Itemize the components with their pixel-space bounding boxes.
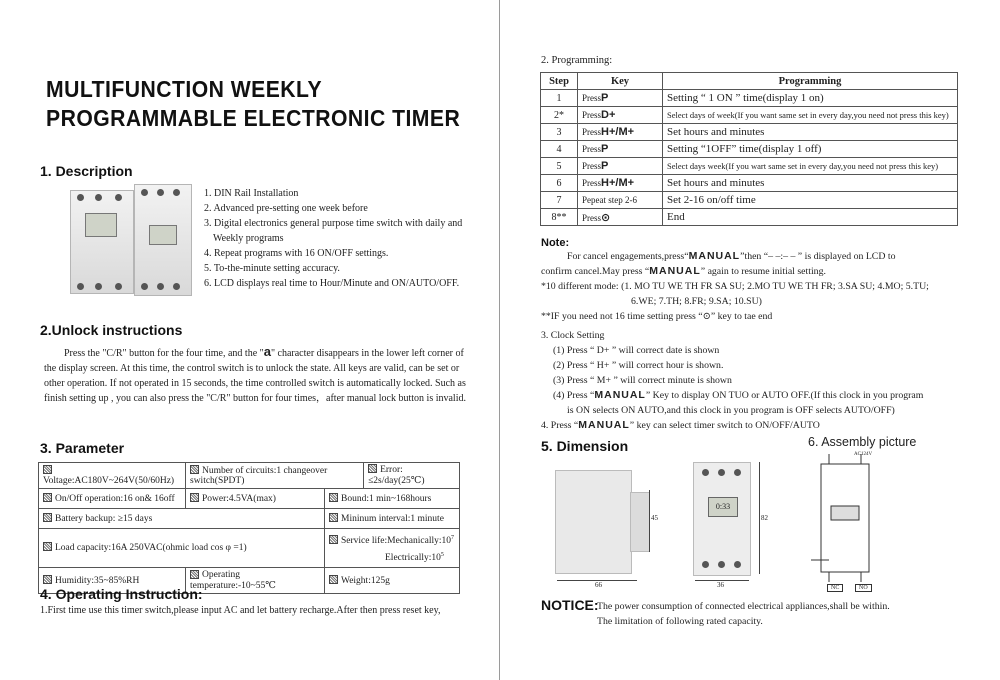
note-line-4: 6.WE; 7.TH; 8.FR; 9.SA; 10.SU) [631, 296, 762, 307]
description-list [204, 186, 484, 291]
clock-line-4: (4) Press “MANUAL” Key to display ON TUO or AUTO OFF.(If this clock in you program [553, 389, 924, 401]
device-side [134, 184, 192, 296]
param-load: Load capacity:16A 250VAC(ohmic load cos φ =1) [39, 529, 325, 568]
no-label: NO [855, 584, 872, 592]
operating-heading: 4. Operating Instruction: [40, 586, 203, 602]
table-row [541, 90, 958, 107]
assembly-heading: 6. Assembly picture [808, 435, 917, 449]
wiring-diagram [807, 450, 897, 590]
step-cell: 4 [541, 141, 578, 158]
lcd-display: 0:33 [708, 497, 738, 517]
dim-36: 36 [717, 581, 724, 589]
parameter-table [38, 462, 460, 594]
page-title [46, 75, 469, 133]
nc-label: NC [827, 584, 843, 592]
list-item: 6. LCD displays real time to Hour/Minute and ON/AUTO/OFF. [204, 278, 460, 289]
programming-cell: Setting “ 1 ON ” time(display 1 on) [663, 90, 958, 107]
param-weight: Weight:125g [325, 568, 460, 594]
step-cell: 6 [541, 175, 578, 192]
col-key: Key [578, 73, 663, 90]
key-cell: Pepeat step 2-6 [578, 192, 663, 209]
note-line-2: confirm cancel.May press “MANUAL” again to resume initial setting. [541, 265, 826, 277]
programming-cell: Setting “1OFF” time(display 1 off) [663, 141, 958, 158]
table-row [541, 175, 958, 192]
note-line-5: **IF you need not 16 time setting press “⊙” key to tae end [541, 311, 773, 322]
table-row [541, 158, 958, 175]
key-cell: PressP [578, 158, 663, 175]
list-item: 3. Digital electronics general purpose time switch with daily and [204, 218, 463, 229]
notice-line-2: The limitation of following rated capacity. [597, 616, 763, 627]
param-power: Power:4.5VA(max) [186, 489, 325, 509]
list-item: 4. Repeat programs with 16 ON/OFF settings. [204, 248, 389, 259]
table-row [541, 124, 958, 141]
unlock-text-rest: " character disappears in the lower left corner of the display screen. At this time, the control switch is to unlock the state. All keys are valid, can be set or other operation. If not operated in 15 seconds, the time controlled switch is automatically locked. Such as finish setting up , you can also press the "C/R" button for four times，after manual lock button is invalid. [44, 348, 466, 404]
param-onoff: On/Off operation:16 on& 16off [39, 489, 186, 509]
notice-text [597, 599, 890, 629]
title-line-2: PROGRAMMABLE ELECTRONIC TIMER [46, 105, 461, 131]
table-row [541, 192, 958, 209]
key-cell: PressH+/M+ [578, 124, 663, 141]
note-line-3: *10 different mode: (1. MO TU WE TH FR SA SU; 2.MO TU WE TH FR; 3.SA SU; 4.MO; 5.TU; [541, 281, 929, 292]
programming-cell: Select days of week(If you want same set in every day,you need not press this key) [663, 107, 958, 124]
key-cell: PressP [578, 141, 663, 158]
param-voltage: Voltage:AC180V~264V(50/60Hz) [39, 463, 186, 489]
key-cell: PressP [578, 90, 663, 107]
description-heading: 1. Description [40, 163, 133, 179]
programming-cell: Set 2-16 on/off time [663, 192, 958, 209]
note-line-1: For cancel engagements,press“MANUAL”then “– –:– – ” is displayed on LCD to [567, 250, 896, 262]
param-error: Error: ≤2s/day(25℃) [364, 463, 460, 489]
param-temperature: Operating temperature:-10~55℃ [186, 568, 325, 594]
programming-cell: Set hours and minutes [663, 124, 958, 141]
clock-line-5: is ON selects ON AUTO,and this clock in you program is OFF selects AUTO/OFF) [567, 405, 895, 416]
notice-line-1: The power consumption of connected electrical appliances,shall be within. [597, 601, 890, 612]
list-item: 1. DIN Rail Installation [204, 188, 299, 199]
note-block [541, 237, 981, 324]
programming-cell: Set hours and minutes [663, 175, 958, 192]
clock-heading: 3. Clock Setting [541, 330, 605, 341]
key-cell: PressD+ [578, 107, 663, 124]
programming-table [540, 72, 958, 226]
param-circuits: Number of circuits:1 changeover switch(SPDT) [186, 463, 364, 489]
notice-label: NOTICE: [541, 597, 599, 613]
dim-82: 82 [761, 514, 768, 522]
clock-line-6: 4. Press “MANUAL” key can select timer switch to ON/OFF/AUTO [541, 419, 820, 431]
param-bound: Bound:1 min~168hours [325, 489, 460, 509]
dimension-figures [545, 452, 995, 598]
step-cell: 3 [541, 124, 578, 141]
unlock-heading: 2.Unlock instructions [40, 322, 183, 338]
table-row [541, 141, 958, 158]
table-row [541, 107, 958, 124]
list-item: 5. To-the-minute setting accuracy. [204, 263, 340, 274]
dim-66: 66 [595, 581, 602, 589]
front-view [693, 462, 751, 576]
param-battery: Battery backup: ≥15 days [39, 509, 325, 529]
clock-line-2: (2) Press “ H+ ” will correct hour is shown. [553, 360, 724, 371]
table-row [541, 209, 958, 226]
clock-line-3: (3) Press “ M+ ” will correct minute is shown [553, 375, 732, 386]
page-spine [499, 0, 500, 680]
col-programming: Programming [663, 73, 958, 90]
programming-heading: 2. Programming: [541, 55, 613, 66]
step-cell: 1 [541, 90, 578, 107]
lcd-symbol: a [263, 344, 271, 359]
note-label: Note: [541, 237, 570, 249]
param-humidity: Humidity:35~85%RH [39, 568, 186, 594]
key-cell: PressH+/M+ [578, 175, 663, 192]
ac-label: AC124V [854, 452, 873, 457]
unlock-paragraph [44, 344, 468, 406]
step-cell: 8** [541, 209, 578, 226]
product-photo [62, 180, 194, 298]
step-cell: 2* [541, 107, 578, 124]
programming-cell: Select days week(If you wart same set in every day,you need not press this key) [663, 158, 958, 175]
step-cell: 5 [541, 158, 578, 175]
step-cell: 7 [541, 192, 578, 209]
dimension-heading: 5. Dimension [541, 438, 629, 454]
dim-45: 45 [651, 514, 658, 522]
key-cell: Press⊙ [578, 209, 663, 226]
clock-setting [541, 328, 981, 433]
param-interval: Mininum interval:1 minute [325, 509, 460, 529]
side-view [555, 470, 632, 574]
param-service: Service $life:Mechanically:10^7$ $Electrically:10^5$ [325, 529, 460, 568]
parameter-heading: 3. Parameter [40, 440, 125, 456]
list-item: 2. Advanced pre-setting one week before [204, 203, 368, 214]
list-item: Weekly programs [213, 233, 284, 244]
title-line-1: MULTIFUNCTION WEEKLY [46, 76, 323, 102]
unlock-text-start: Press the "C/R" button for the four time, and the " [64, 348, 264, 359]
col-step: Step [541, 73, 578, 90]
operating-text: 1.First time use this timer switch,please input AC and let battery recharge.After then press reset key, [40, 605, 441, 616]
programming-cell: End [663, 209, 958, 226]
clock-line-1: (1) Press “ D+ ” will correct date is shown [553, 345, 720, 356]
device-front [70, 190, 134, 294]
